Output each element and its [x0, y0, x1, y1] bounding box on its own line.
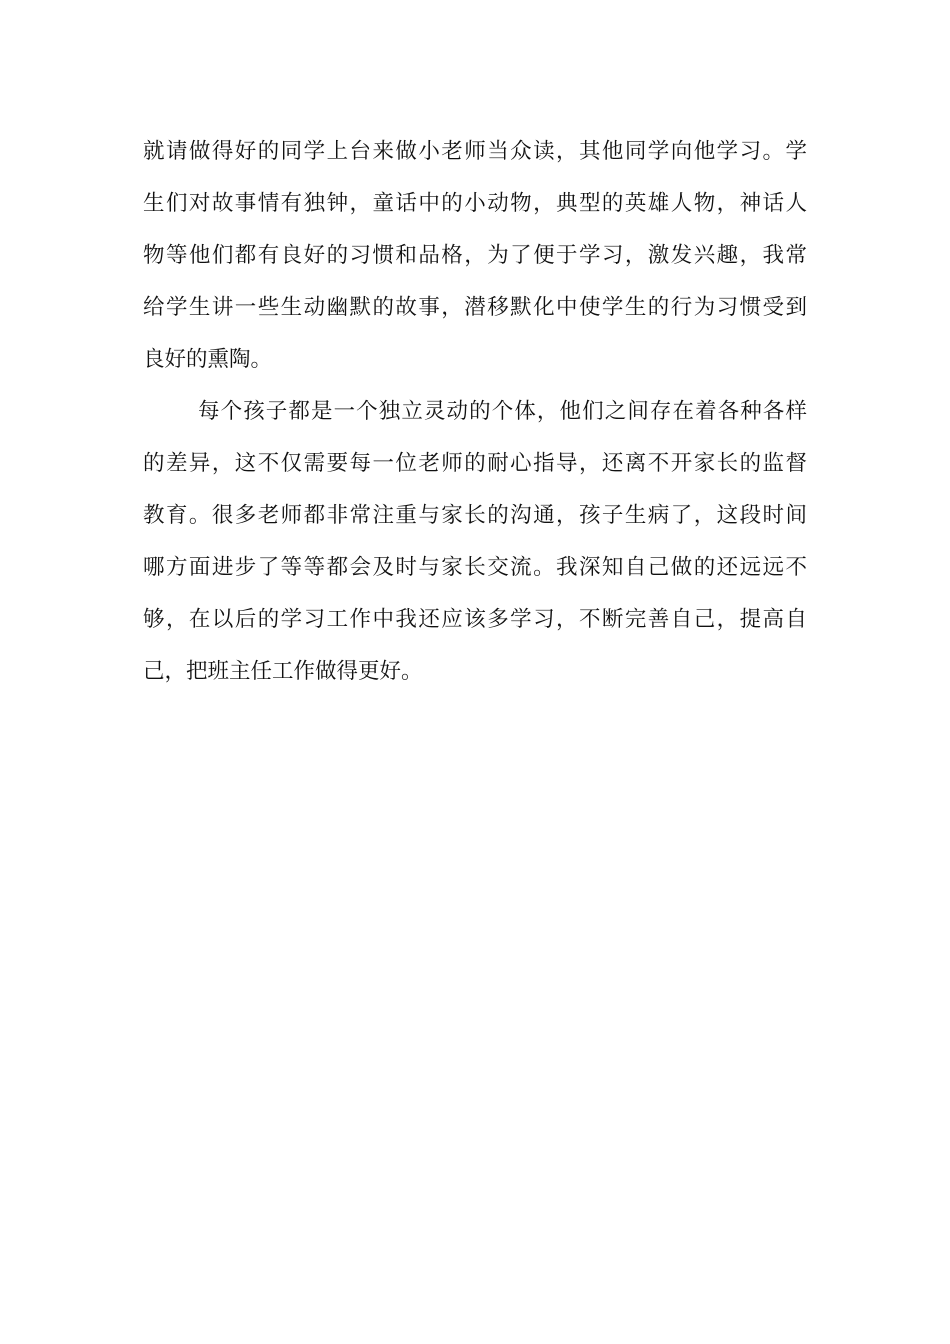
text-line: 给学生讲一些生动幽默的故事，潜移默化中使学生的行为习惯受到 [143, 295, 807, 320]
text-line: 教育。很多老师都非常注重与家长的沟通，孩子生病了，这段时间 [143, 503, 807, 528]
text-line: 就请做得好的同学上台来做小老师当众读，其他同学向他学习。学 [143, 139, 807, 164]
text-line: 己，把班主任工作做得更好。 [143, 659, 423, 684]
paragraph-1 [143, 126, 807, 386]
text-line: 哪方面进步了等等都会及时与家长交流。我深知自己做的还远远不 [143, 555, 807, 580]
text-line: 够，在以后的学习工作中我还应该多学习，不断完善自己，提高自 [143, 607, 807, 632]
text-line: 的差异，这不仅需要每一位老师的耐心指导，还离不开家长的监督 [143, 451, 807, 476]
text-line: 物等他们都有良好的习惯和品格，为了便于学习，激发兴趣，我常 [143, 243, 807, 268]
text-line: 生们对故事情有独钟，童话中的小动物，典型的英雄人物，神话人 [143, 191, 807, 216]
paragraph-2 [143, 386, 807, 698]
document-body [143, 126, 807, 698]
text-line: 良好的熏陶。 [143, 347, 273, 372]
text-line: 每个孩子都是一个独立灵动的个体，他们之间存在着各种各样 [198, 399, 807, 424]
